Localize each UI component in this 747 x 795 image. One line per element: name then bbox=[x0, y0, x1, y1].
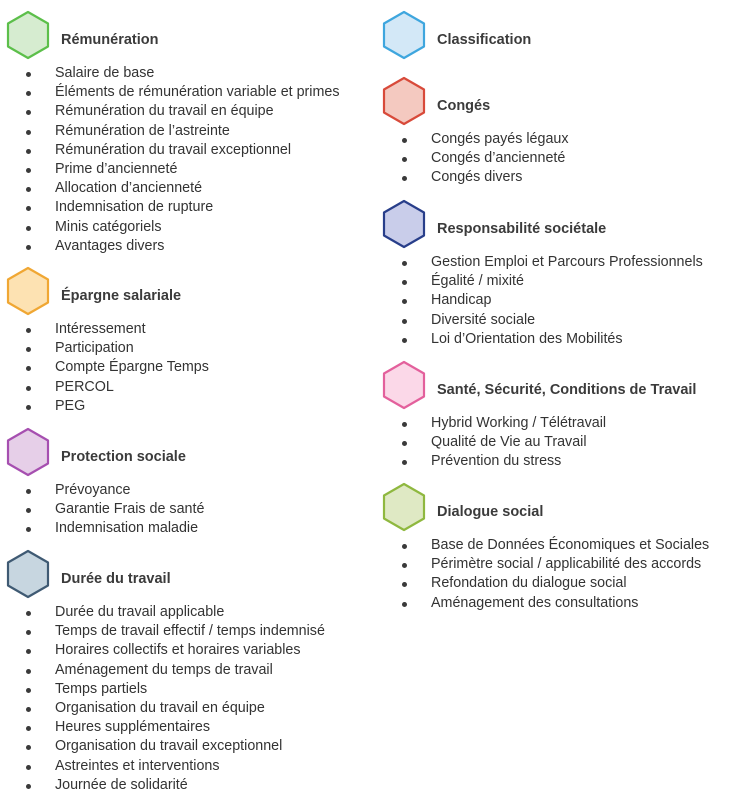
list-item-text: Organisation du travail exceptionnel bbox=[55, 738, 283, 755]
navy-hexagon-icon bbox=[382, 199, 426, 249]
bullet-icon bbox=[402, 544, 407, 549]
bullet-list bbox=[0, 320, 378, 416]
bullet-icon bbox=[402, 319, 407, 324]
bullet-icon bbox=[402, 460, 407, 465]
bullet-icon bbox=[26, 784, 31, 789]
bullet-icon bbox=[402, 138, 407, 143]
list-item bbox=[0, 661, 378, 680]
list-item-text: Durée du travail applicable bbox=[55, 604, 225, 620]
bullet-icon bbox=[26, 527, 31, 532]
section-header bbox=[0, 546, 378, 596]
list-item-text: Temps de travail effectif / temps indemnisé bbox=[55, 623, 325, 640]
list-item bbox=[376, 311, 747, 330]
purple-hexagon-icon bbox=[6, 427, 50, 477]
bullet-icon bbox=[26, 206, 31, 211]
bullet-icon bbox=[26, 226, 31, 231]
list-item bbox=[0, 122, 378, 141]
blue-hexagon-icon bbox=[382, 10, 426, 60]
bullet-icon bbox=[402, 441, 407, 446]
list-item-text: Intéressement bbox=[55, 321, 146, 337]
list-item-text: Égalité / mixité bbox=[431, 273, 524, 290]
section-conges bbox=[376, 73, 747, 186]
bullet-list bbox=[376, 253, 747, 349]
list-item bbox=[376, 253, 747, 272]
list-item bbox=[0, 718, 378, 737]
list-item bbox=[0, 397, 378, 416]
list-item bbox=[376, 594, 747, 613]
list-item bbox=[376, 168, 747, 187]
list-item bbox=[376, 272, 747, 291]
list-item bbox=[0, 641, 378, 660]
section-header bbox=[0, 263, 378, 313]
list-item-text: Garantie Frais de santé bbox=[55, 501, 205, 518]
bullet-icon bbox=[402, 563, 407, 568]
list-item bbox=[0, 198, 378, 217]
section-title: Épargne salariale bbox=[61, 288, 182, 304]
bullet-list bbox=[376, 536, 747, 613]
list-item-text: Éléments de rémunération variable et primes bbox=[55, 84, 340, 101]
list-item-text: Refondation du dialogue social bbox=[431, 575, 627, 592]
list-item bbox=[0, 358, 378, 377]
bullet-icon bbox=[402, 338, 407, 343]
list-item bbox=[0, 776, 378, 795]
section-header bbox=[376, 73, 747, 123]
bullet-icon bbox=[26, 187, 31, 192]
list-item-text: Handicap bbox=[431, 292, 492, 309]
list-item-text: Base de Données Économiques et Sociales bbox=[431, 537, 710, 553]
bullet-icon bbox=[402, 422, 407, 427]
list-item bbox=[0, 622, 378, 641]
pink-hexagon-icon bbox=[382, 360, 426, 410]
section-header bbox=[376, 7, 747, 57]
bullet-icon bbox=[26, 489, 31, 494]
section-classification bbox=[376, 7, 747, 57]
green-hexagon-icon bbox=[6, 10, 50, 60]
bullet-icon bbox=[26, 386, 31, 391]
section-duree-du-travail bbox=[0, 546, 378, 793]
section-title: Rémunération bbox=[61, 32, 159, 48]
list-item-text: Congés payés légaux bbox=[431, 131, 569, 147]
bullet-icon bbox=[26, 168, 31, 173]
list-item bbox=[376, 291, 747, 310]
bullet-list bbox=[376, 130, 747, 188]
bullet-icon bbox=[402, 299, 407, 304]
list-item bbox=[0, 603, 378, 622]
bullet-icon bbox=[26, 245, 31, 250]
list-item bbox=[376, 574, 747, 593]
list-item bbox=[0, 160, 378, 179]
list-item-text: Salaire de base bbox=[55, 65, 155, 81]
list-item bbox=[376, 414, 747, 433]
list-item-text: Allocation d’ancienneté bbox=[55, 180, 203, 197]
section-header bbox=[376, 479, 747, 529]
list-item bbox=[376, 149, 747, 168]
list-item-text: Qualité de Vie au Travail bbox=[431, 434, 587, 451]
bullet-icon bbox=[26, 149, 31, 154]
list-item-text: Prime d’ancienneté bbox=[55, 160, 178, 177]
bullet-icon bbox=[26, 765, 31, 770]
bullet-list bbox=[0, 64, 378, 256]
list-item bbox=[0, 699, 378, 718]
section-protection-sociale bbox=[0, 424, 378, 537]
bullet-icon bbox=[26, 726, 31, 731]
list-item-text: Compte Épargne Temps bbox=[55, 359, 209, 376]
orange-hexagon-icon bbox=[6, 266, 50, 316]
list-item-text: Prévention du stress bbox=[431, 453, 562, 470]
red-hexagon-icon bbox=[382, 76, 426, 126]
section-dialogue-social bbox=[376, 479, 747, 611]
bullet-icon bbox=[402, 602, 407, 607]
list-item bbox=[376, 433, 747, 452]
list-item-text: Participation bbox=[55, 340, 134, 357]
bullet-icon bbox=[26, 91, 31, 96]
list-item bbox=[376, 452, 747, 471]
list-item bbox=[0, 680, 378, 699]
list-item bbox=[376, 536, 747, 555]
list-item bbox=[0, 757, 378, 776]
bullet-icon bbox=[26, 669, 31, 674]
list-item-text: Hybrid Working / Télétravail bbox=[431, 415, 607, 431]
section-title: Congés bbox=[437, 98, 491, 114]
bullet-icon bbox=[26, 707, 31, 712]
section-header bbox=[376, 357, 747, 407]
lime-hexagon-icon bbox=[382, 482, 426, 532]
list-item-text: Loi d’Orientation des Mobilités bbox=[431, 330, 623, 347]
list-item-text: Prévoyance bbox=[55, 482, 131, 498]
section-remuneration bbox=[0, 7, 378, 254]
list-item bbox=[0, 519, 378, 538]
list-item bbox=[0, 218, 378, 237]
bullet-icon bbox=[26, 745, 31, 750]
bullet-list bbox=[0, 603, 378, 795]
bullet-icon bbox=[26, 347, 31, 352]
list-item bbox=[0, 237, 378, 256]
list-item bbox=[0, 481, 378, 500]
section-epargne-salariale bbox=[0, 263, 378, 414]
list-item-text: Temps partiels bbox=[55, 680, 148, 697]
bullet-list bbox=[376, 414, 747, 472]
list-item-text: Congés divers bbox=[431, 169, 523, 186]
list-item bbox=[376, 555, 747, 574]
section-title: Dialogue social bbox=[437, 504, 544, 520]
bullet-icon bbox=[26, 508, 31, 513]
bullet-list bbox=[0, 481, 378, 539]
list-item-text: Rémunération du travail en équipe bbox=[55, 103, 274, 120]
list-item-text: Rémunération du travail exceptionnel bbox=[55, 141, 292, 158]
list-item-text: PEG bbox=[55, 397, 86, 414]
list-item-text: Congés d’ancienneté bbox=[431, 150, 566, 167]
section-header bbox=[376, 196, 747, 246]
bullet-icon bbox=[402, 280, 407, 285]
list-item bbox=[376, 130, 747, 149]
list-item-text: Aménagement des consultations bbox=[431, 594, 639, 611]
section-title: Protection sociale bbox=[61, 449, 186, 465]
list-item bbox=[0, 102, 378, 121]
list-item bbox=[0, 179, 378, 198]
bullet-icon bbox=[26, 72, 31, 77]
list-item-text: Indemnisation de rupture bbox=[55, 199, 214, 216]
bullet-icon bbox=[26, 630, 31, 635]
bullet-icon bbox=[26, 130, 31, 135]
list-item-text: Avantages divers bbox=[55, 237, 165, 254]
bullet-icon bbox=[26, 688, 31, 693]
bullet-icon bbox=[26, 649, 31, 654]
list-item-text: Gestion Emploi et Parcours Professionnels bbox=[431, 254, 703, 270]
slate-hexagon-icon bbox=[6, 549, 50, 599]
list-item bbox=[0, 83, 378, 102]
list-item-text: Heures supplémentaires bbox=[55, 719, 210, 736]
section-title: Responsabilité sociétale bbox=[437, 221, 607, 237]
list-item bbox=[376, 330, 747, 349]
list-item-text: Rémunération de l’astreinte bbox=[55, 122, 230, 139]
list-item-text: Périmètre social / applicabilité des accords bbox=[431, 556, 702, 573]
list-item bbox=[0, 64, 378, 83]
bullet-icon bbox=[402, 261, 407, 266]
list-item bbox=[0, 378, 378, 397]
list-item-text: Aménagement du temps de travail bbox=[55, 661, 273, 678]
section-title: Santé, Sécurité, Conditions de Travail bbox=[437, 382, 697, 398]
list-item bbox=[0, 320, 378, 339]
bullet-icon bbox=[26, 366, 31, 371]
list-item-text: Diversité sociale bbox=[431, 311, 536, 328]
list-item-text: Minis catégoriels bbox=[55, 218, 162, 235]
list-item bbox=[0, 141, 378, 160]
section-sante-securite-conditions-de-travail bbox=[376, 357, 747, 470]
list-item-text: Organisation du travail en équipe bbox=[55, 699, 265, 716]
bullet-icon bbox=[26, 110, 31, 115]
list-item bbox=[0, 737, 378, 756]
list-item-text: Indemnisation maladie bbox=[55, 520, 199, 537]
list-item-text: Horaires collectifs et horaires variables bbox=[55, 642, 301, 659]
bullet-icon bbox=[26, 328, 31, 333]
list-item-text: Journée de solidarité bbox=[55, 776, 188, 793]
bullet-icon bbox=[26, 611, 31, 616]
section-responsabilite-societale bbox=[376, 196, 747, 347]
section-header bbox=[0, 424, 378, 474]
list-item-text: PERCOL bbox=[55, 378, 114, 395]
bullet-icon bbox=[26, 405, 31, 410]
list-item-text: Astreintes et interventions bbox=[55, 757, 220, 774]
list-item bbox=[0, 500, 378, 519]
list-item bbox=[0, 339, 378, 358]
bullet-icon bbox=[402, 157, 407, 162]
section-title: Durée du travail bbox=[61, 571, 171, 587]
section-header bbox=[0, 7, 378, 57]
section-title: Classification bbox=[437, 32, 532, 48]
bullet-icon bbox=[402, 176, 407, 181]
bullet-icon bbox=[402, 582, 407, 587]
